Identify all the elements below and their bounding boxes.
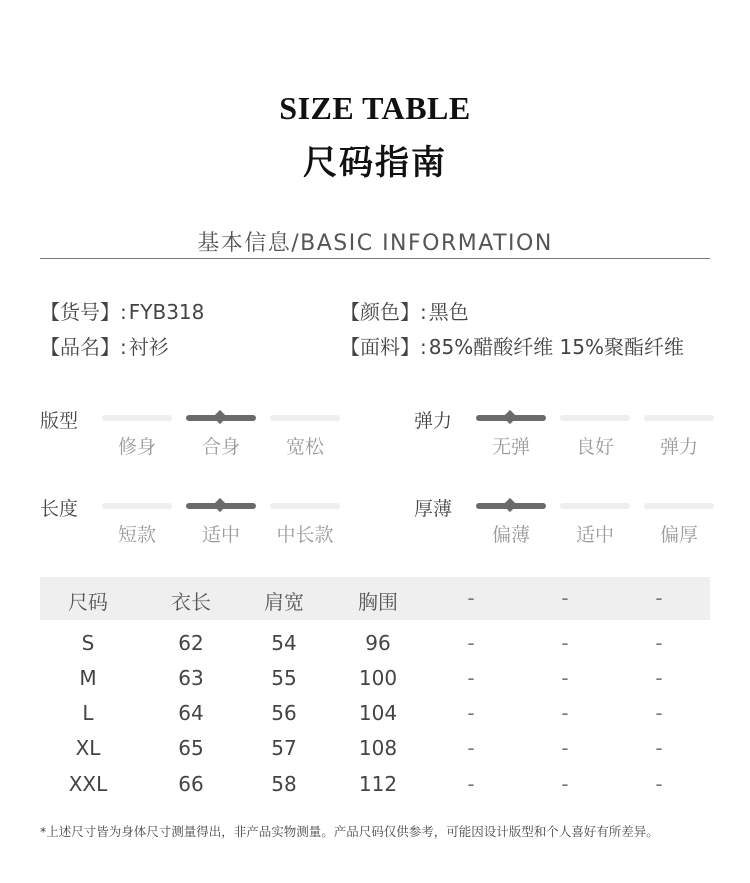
material-label: 【面料】: [340, 335, 427, 359]
table-cell: 62 [178, 631, 204, 655]
table-cell: - [467, 772, 475, 796]
thickness-indicator-0 [476, 503, 546, 509]
elasticity-indicator-2 [644, 415, 714, 421]
fit-indicator-0 [102, 415, 172, 421]
length-indicator-0 [102, 503, 172, 509]
table-cell: 100 [358, 666, 398, 690]
thickness-option: 适中 [575, 524, 614, 546]
table-header-cell: - [561, 586, 569, 610]
table-cell: 57 [271, 736, 297, 760]
table-cell: 63 [178, 666, 204, 690]
fit-label: 版型 [40, 410, 79, 432]
table-cell: - [655, 772, 663, 796]
table-cell: - [655, 701, 663, 725]
fit-indicator-1 [186, 415, 256, 421]
table-cell: - [561, 772, 569, 796]
table-cell: M [79, 666, 97, 690]
material-row [340, 331, 684, 360]
title-cn: 尺码指南 [303, 143, 447, 183]
elasticity-indicator-1 [560, 415, 630, 421]
table-cell: - [467, 666, 475, 690]
table-cell: - [561, 666, 569, 690]
table-cell: L [82, 701, 94, 725]
table-cell: - [467, 631, 475, 655]
length-option: 中长款 [276, 524, 334, 546]
fit-option: 合身 [201, 436, 240, 458]
table-cell: - [655, 736, 663, 760]
thickness-indicator-2 [644, 503, 714, 509]
thickness-option: 偏厚 [659, 524, 698, 546]
thickness-label: 厚薄 [414, 498, 453, 520]
table-cell: - [561, 701, 569, 725]
table-cell: 104 [358, 701, 398, 725]
table-cell: 58 [271, 772, 297, 796]
table-header-cell: - [655, 586, 663, 610]
item-no-label: 【货号】: [40, 300, 127, 324]
name-label: 【品名】: [40, 335, 127, 359]
table-header-cell: 胸围 [358, 590, 398, 614]
table-cell: 65 [178, 736, 204, 760]
table-cell: 55 [271, 666, 297, 690]
length-option: 适中 [201, 524, 240, 546]
elasticity-indicator-0 [476, 415, 546, 421]
length-indicator-2 [270, 503, 340, 509]
title-en: SIZE TABLE [279, 90, 471, 126]
table-cell: 96 [365, 631, 391, 655]
table-header-cell: 衣长 [171, 590, 211, 614]
length-label: 长度 [40, 498, 79, 520]
thickness-indicator-1 [560, 503, 630, 509]
material-value: 85%醋酸纤维 15%聚酯纤维 [428, 335, 685, 359]
item-no-value: FYB318 [128, 300, 205, 324]
elasticity-option: 弹力 [659, 436, 698, 458]
table-cell: 108 [358, 736, 398, 760]
table-cell: XXL [68, 772, 108, 796]
elasticity-option: 无弹 [491, 436, 530, 458]
section-heading: 基本信息/BASIC INFORMATION [197, 231, 553, 256]
thickness-option: 偏薄 [491, 524, 530, 546]
elasticity-label: 弹力 [414, 410, 453, 432]
length-option: 短款 [117, 524, 156, 546]
table-cell: 54 [271, 631, 297, 655]
table-cell: XL [75, 736, 101, 760]
table-cell: - [467, 701, 475, 725]
elasticity-option: 良好 [575, 436, 614, 458]
color-value: 黑色 [428, 300, 469, 324]
color-row [340, 296, 469, 325]
color-label: 【颜色】: [340, 300, 427, 324]
table-cell: 66 [178, 772, 204, 796]
table-cell: - [467, 736, 475, 760]
table-header-cell: 尺码 [68, 590, 108, 614]
fit-option: 修身 [117, 436, 156, 458]
table-cell: 64 [178, 701, 204, 725]
table-cell: - [655, 666, 663, 690]
name-value: 衬衫 [128, 335, 169, 359]
fit-option: 宽松 [285, 436, 324, 458]
length-indicator-1 [186, 503, 256, 509]
table-header-cell: - [467, 586, 475, 610]
table-cell: 56 [271, 701, 297, 725]
item-no-row [40, 296, 204, 325]
table-cell: - [561, 736, 569, 760]
footnote: *上述尺寸皆为身体尺寸测量得出，非产品实物测量。产品尺码仅供参考，可能因设计版型和个人喜好有所差异。 [40, 824, 659, 839]
name-row [40, 331, 169, 360]
table-cell: 112 [358, 772, 398, 796]
table-cell: - [655, 631, 663, 655]
section-divider [40, 258, 710, 259]
table-header-cell: 肩宽 [264, 590, 304, 614]
table-cell: - [561, 631, 569, 655]
fit-indicator-2 [270, 415, 340, 421]
table-cell: S [81, 631, 95, 655]
